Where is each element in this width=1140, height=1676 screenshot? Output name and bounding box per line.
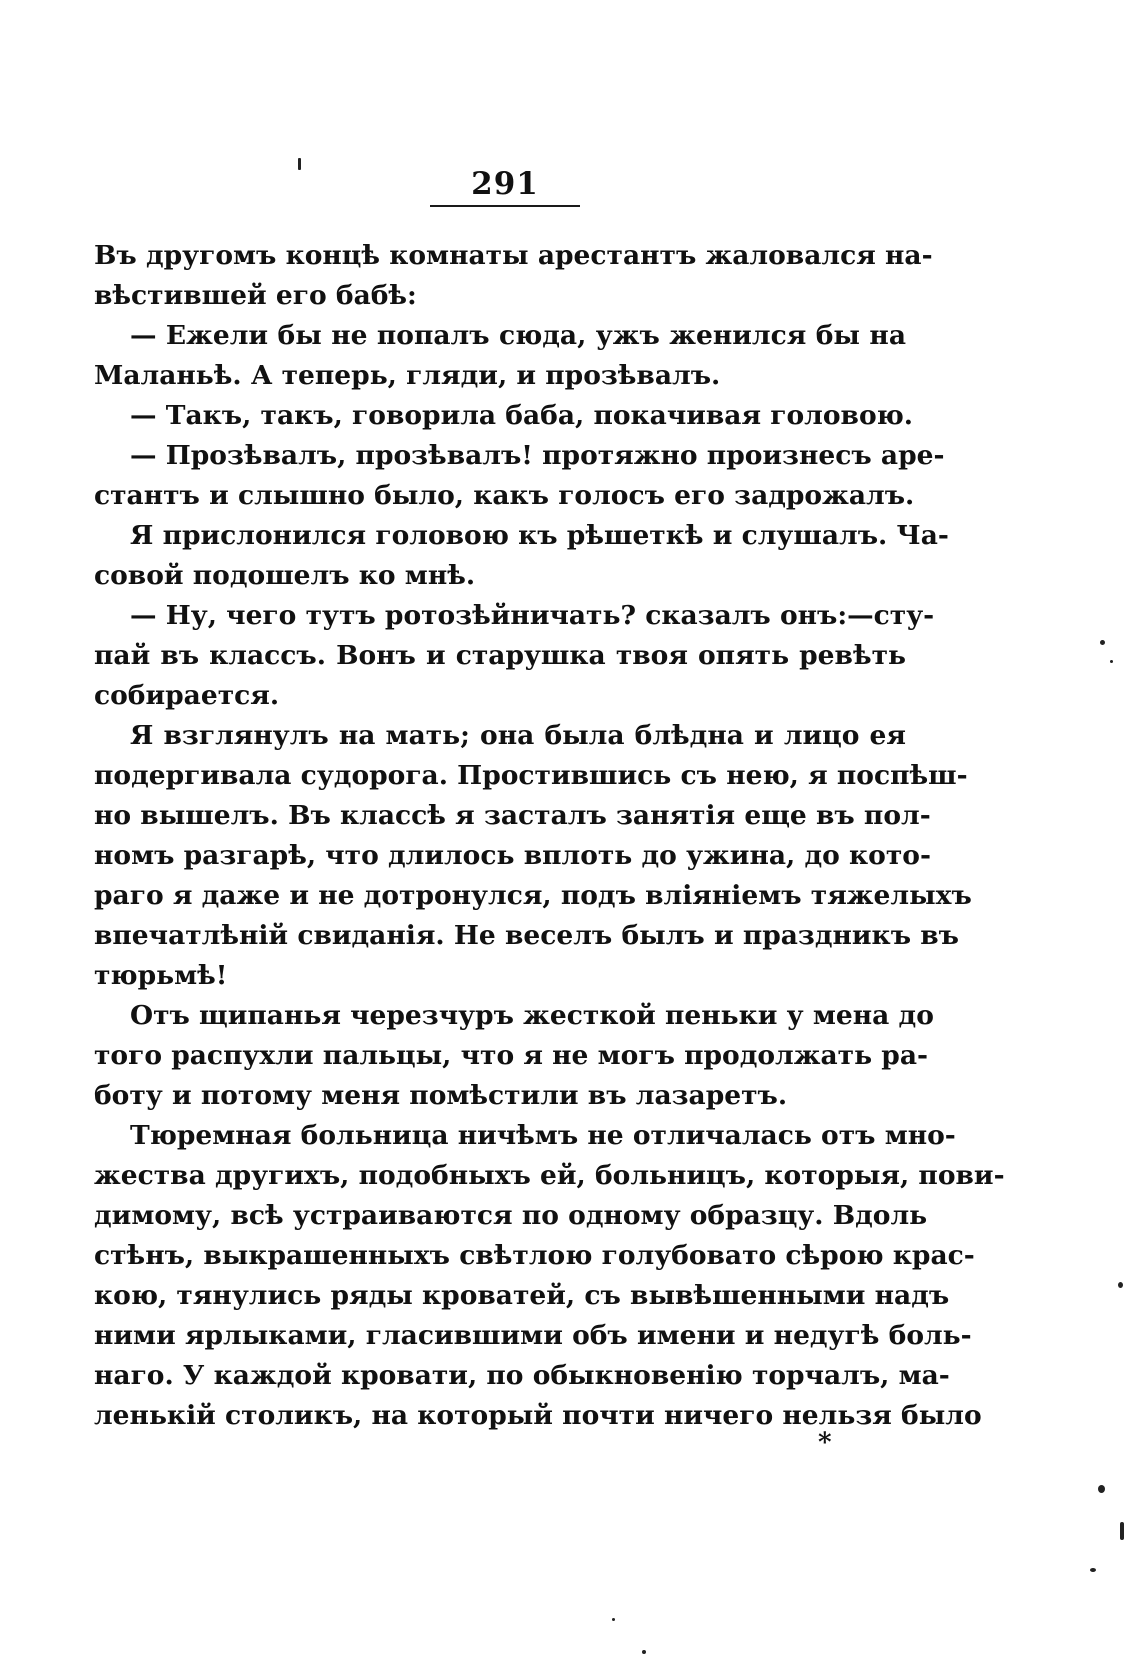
text-line: — Ежели бы не попалъ сюда, ужъ женился бы на (130, 320, 906, 351)
text-line: пай въ классъ. Вонъ и старушка твоя опять ревѣть (94, 640, 906, 671)
text-line: кою, тянулись ряды кроватей, съ вывѣшенными надъ (94, 1280, 950, 1311)
text-line: впечатлѣній свиданія. Не веселъ былъ и праздникъ въ (94, 920, 959, 951)
text-line: боту и потому меня помѣстили въ лазаретъ. (94, 1080, 788, 1111)
text-line: ленькій столикъ, на который почти ничего нельзя было (94, 1400, 982, 1431)
text-line: номъ разгарѣ, что длилось вплоть до ужина, до кото- (94, 840, 931, 871)
text-line: Отъ щипанья черезчуръ жесткой пеньки у мена до (130, 1000, 934, 1031)
scan-speck (642, 1650, 646, 1654)
text-line: Въ другомъ концѣ комнаты арестантъ жаловался на- (94, 240, 933, 271)
text-line: совой подошелъ ко мнѣ. (94, 560, 476, 591)
text-line: — Ну, чего тутъ ротозѣйничать? сказалъ онъ:—сту- (130, 600, 935, 631)
text-line: ними ярлыками, гласившими объ имени и недугѣ боль- (94, 1320, 972, 1351)
text-line: но вышелъ. Въ классѣ я засталъ занятія еще въ пол- (94, 800, 931, 831)
text-line: Маланьѣ. А теперь, гляди, и прозѣвалъ. (94, 360, 721, 391)
text-line: раго я даже и не дотронулся, подъ вліяніемъ тяжелыхъ (94, 880, 972, 911)
text-line: наго. У каждой кровати, по обыкновенію торчалъ, ма- (94, 1360, 950, 1391)
scan-speck (612, 1618, 615, 1621)
text-line: — Прозѣвалъ, прозѣвалъ! протяжно произнесъ аре- (130, 440, 945, 471)
text-line: димому, всѣ устраиваются по одному образцу. Вдоль (94, 1200, 928, 1231)
text-line: тюрьмѣ! (94, 960, 228, 991)
text-line: подергивала судорога. Простившись съ нею, я поспѣш- (94, 760, 968, 791)
scan-speck (1100, 640, 1105, 645)
page-number: 291 (471, 166, 539, 202)
text-line: Тюремная больница ничѣмъ не отличалась отъ мно- (130, 1120, 956, 1151)
text-line: жества другихъ, подобныхъ ей, больницъ, которыя, пови- (94, 1160, 1005, 1191)
text-line: — Такъ, такъ, говорила баба, покачивая головою. (130, 400, 914, 431)
scan-speck (1098, 1485, 1105, 1493)
text-line: Я прислонился головою къ рѣшеткѣ и слушалъ. Ча- (130, 520, 949, 551)
text-line: того распухли пальцы, что я не могъ продолжать ра- (94, 1040, 928, 1071)
text-line: собирается. (94, 680, 280, 711)
body-text (94, 236, 1005, 1436)
scan-speck (1090, 1568, 1096, 1572)
page-number-rule (430, 205, 580, 207)
text-line: стантъ и слышно было, какъ голосъ его задрожалъ. (94, 480, 915, 511)
footer-asterisk: * (818, 1428, 832, 1458)
scan-speck (1120, 1522, 1124, 1540)
text-line: стѣнъ, выкрашенныхъ свѣтлою голубовато сѣрою крас- (94, 1240, 975, 1271)
text-line: вѣстившей его бабѣ: (94, 280, 417, 311)
text-line: Я взглянулъ на мать; она была блѣдна и лицо ея (130, 720, 906, 751)
scan-speck (298, 158, 301, 170)
scan-speck (1110, 660, 1113, 663)
scan-speck (1118, 1282, 1123, 1288)
